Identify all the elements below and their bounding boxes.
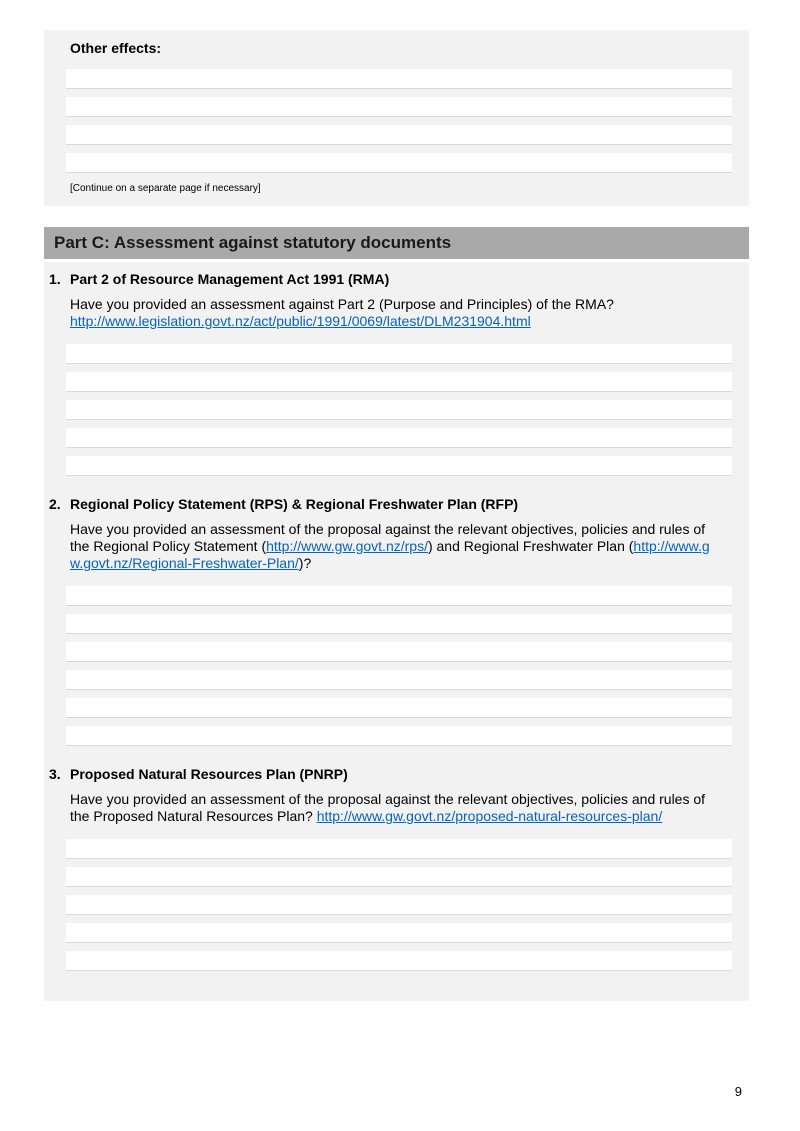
other-effects-section — [44, 30, 749, 206]
section-rma-answer-lines — [66, 344, 732, 476]
answer-line[interactable] — [66, 698, 732, 718]
question-text: Have you provided an assessment of the proposal against the relevant objectives, policies and rules of the Proposed Natural Resources Plan? — [70, 791, 706, 824]
rfp-link[interactable]: http://www.gw.govt.nz/Regional-Freshwater-Plan/ — [70, 538, 710, 571]
answer-line[interactable] — [66, 867, 732, 887]
other-effects-label: Other effects: — [70, 40, 162, 56]
answer-line[interactable] — [66, 400, 732, 420]
part-c-header-bar — [44, 227, 749, 259]
section-pnrp-title: Proposed Natural Resources Plan (PNRP) — [70, 766, 348, 782]
question-text: Have you provided an assessment against Part 2 (Purpose and Principles) of the RMA? — [70, 296, 614, 312]
part-c-title: Part C: Assessment against statutory documents — [54, 233, 452, 252]
section-rma-question — [70, 296, 714, 330]
section-number: 3. — [49, 766, 61, 782]
answer-line[interactable] — [66, 69, 732, 89]
section-number: 2. — [49, 496, 61, 512]
answer-line[interactable] — [66, 428, 732, 448]
continue-on-separate-page-note: [Continue on a separate page if necessary] — [70, 183, 261, 194]
answer-line[interactable] — [66, 726, 732, 746]
section-rps-rfp-question — [70, 521, 714, 572]
section-pnrp-heading — [44, 766, 749, 782]
answer-line[interactable] — [66, 586, 732, 606]
answer-line[interactable] — [66, 642, 732, 662]
section-pnrp-answer-lines — [66, 839, 732, 971]
section-pnrp-question — [70, 791, 714, 825]
rps-link[interactable]: http://www.gw.govt.nz/rps/ — [266, 538, 428, 554]
answer-line[interactable] — [66, 125, 732, 145]
answer-line[interactable] — [66, 895, 732, 915]
section-pnrp — [44, 766, 749, 971]
question-text: Have you provided an assessment of the proposal against the relevant objectives, policies and rules of the Regional Policy Statement ( — [70, 521, 706, 554]
section-number: 1. — [49, 271, 61, 287]
section-rps-rfp-answer-lines — [66, 586, 732, 746]
answer-line[interactable] — [66, 670, 732, 690]
answer-line[interactable] — [66, 951, 732, 971]
section-rps-rfp-heading — [44, 496, 749, 512]
answer-line[interactable] — [66, 923, 732, 943]
page-number: 9 — [734, 1084, 742, 1099]
pnrp-link[interactable]: http://www.gw.govt.nz/proposed-natural-resources-plan/ — [316, 808, 663, 824]
part-c-body — [44, 262, 749, 1001]
answer-line[interactable] — [66, 153, 732, 173]
section-rma-heading — [44, 271, 749, 287]
answer-line[interactable] — [66, 456, 732, 476]
answer-line[interactable] — [66, 839, 732, 859]
section-rps-rfp-title: Regional Policy Statement (RPS) & Regional Freshwater Plan (RFP) — [70, 496, 519, 512]
answer-line[interactable] — [66, 97, 732, 117]
section-rma — [44, 271, 749, 476]
rma-legislation-link[interactable]: http://www.legislation.govt.nz/act/public/1991/0069/latest/DLM231904.html — [70, 313, 531, 329]
section-rps-rfp — [44, 496, 749, 746]
answer-line[interactable] — [66, 344, 732, 364]
section-rma-title: Part 2 of Resource Management Act 1991 (RMA) — [70, 271, 390, 287]
question-text: )? — [298, 555, 312, 571]
answer-line[interactable] — [66, 372, 732, 392]
question-text: ) and Regional Freshwater Plan ( — [427, 538, 634, 554]
page-content — [44, 30, 749, 1001]
other-effects-answer-lines — [66, 69, 732, 173]
answer-line[interactable] — [66, 614, 732, 634]
